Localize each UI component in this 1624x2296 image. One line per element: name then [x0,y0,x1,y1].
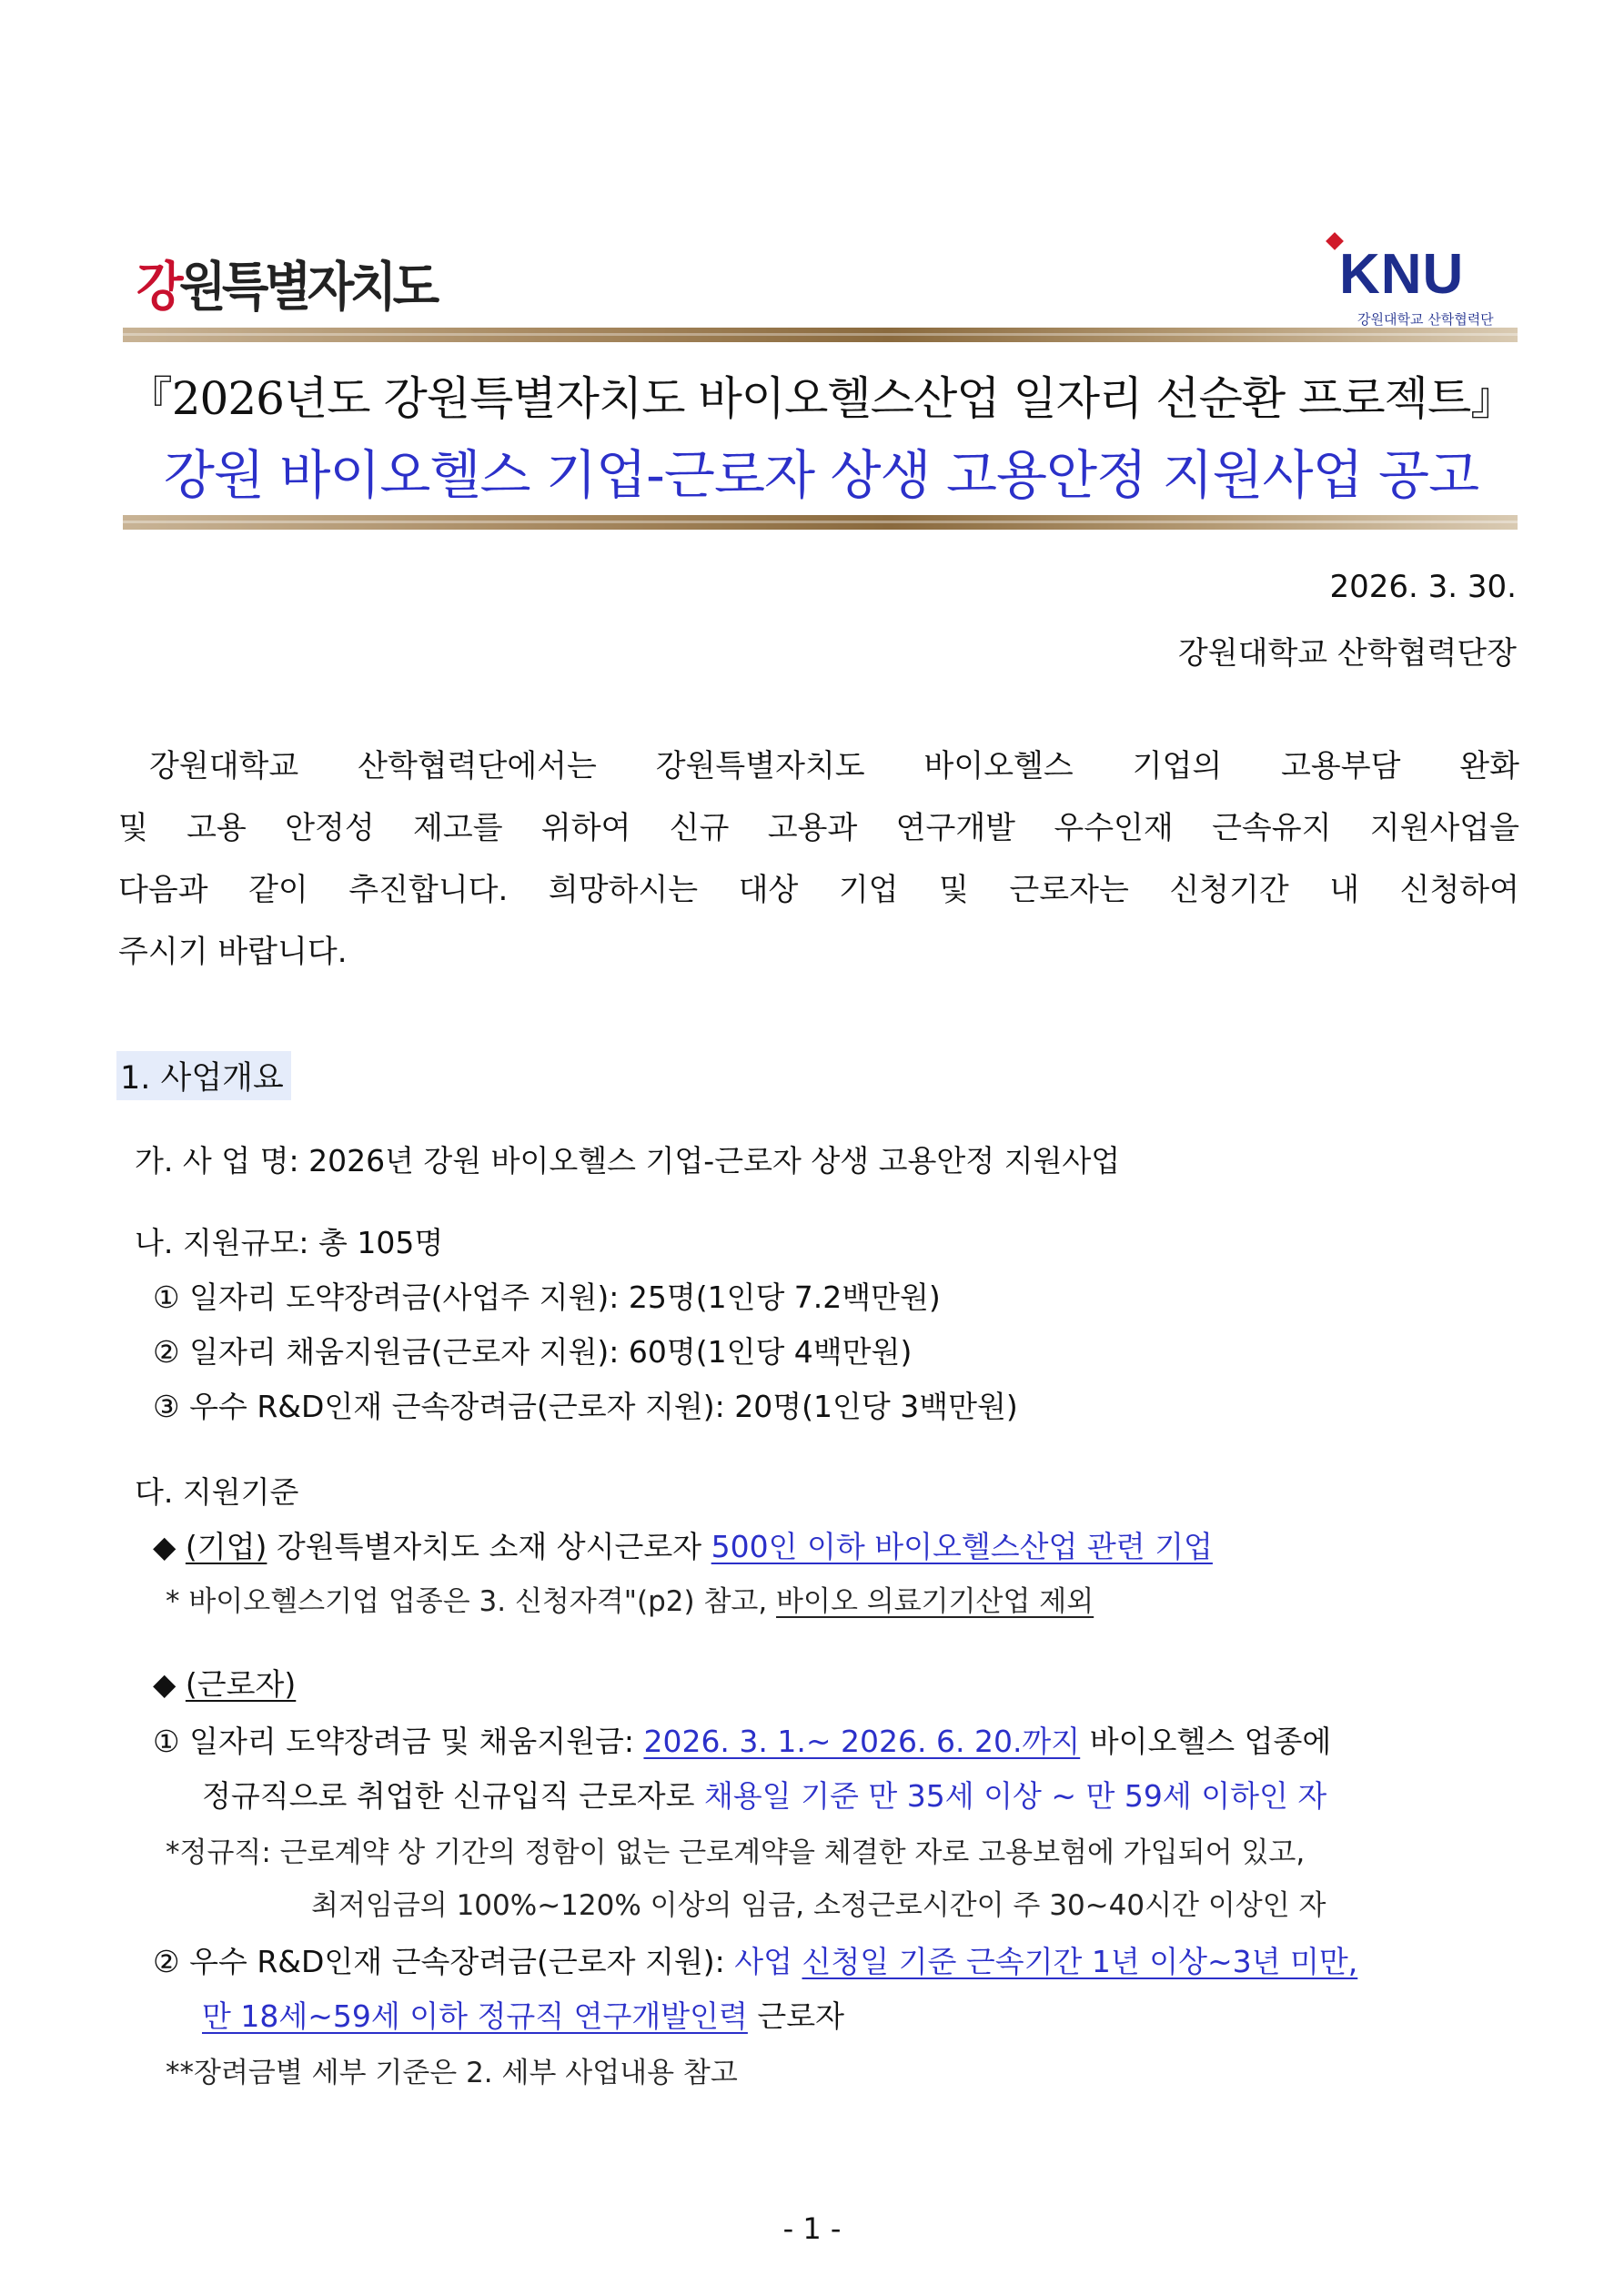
notice-issuer: 강원대학교 산학협력단장 [1177,635,1517,672]
company-note [166,1578,1094,1619]
bottom-divider-bar [123,515,1518,530]
intro-line: 강원대학교 산학협력단에서는 강원특별자치도 바이오헬스 기업의 고용부담 완화 [149,748,1519,784]
diamond-bullet-icon: ◆ [153,1529,177,1564]
knu-logo-subtitle: 강원대학교 산학협력단 [1357,311,1494,328]
company-note-text: * 바이오헬스기업 업종은 3. 신청자격"(p2) 참고, [166,1585,777,1618]
criteria-worker [153,1661,296,1704]
worker-2-age: 만 18세~59세 이하 정규직 연구개발인력 [202,1998,748,2034]
worker-1-period: 2026. 3. 1.~ 2026. 6. 20.까지 [643,1724,1081,1759]
scale-item-3: ③ 우수 R&D인재 근속장려금(근로자 지원): 20명(1인당 3백만원) [153,1389,1018,1424]
company-note-exclusion: 바이오 의료기기산업 제외 [776,1585,1094,1618]
worker-1-line2-text: 정규직으로 취업한 신규입직 근로자로 [202,1778,705,1814]
company-tag: (기업) [185,1529,267,1564]
section-heading: 1. 사업개요 [116,1051,291,1100]
title-line1: 『2026년도 강원특별자치도 바이오헬스산업 일자리 선순환 프로젝트』 [126,372,1516,425]
regular-worker-note-2: 최저임금의 100%~120% 이상의 임금, 소정근로시간이 주 30~40시간 이상인 자 [311,1889,1326,1922]
item-support-scale: 나. 지원규모: 총 105명 [135,1225,444,1260]
worker-1-text-post: 바이오헬스 업종에 [1080,1724,1332,1759]
gangwon-logo: 강원특별자치도 [136,256,436,318]
company-text: 강원특별자치도 소재 상시근로자 [267,1529,711,1564]
item-support-criteria: 다. 지원기준 [135,1474,299,1510]
scale-item-2: ② 일자리 채움지원금(근로자 지원): 60명(1인당 4백만원) [153,1334,913,1370]
title-line2: 강원 바이오헬스 기업-근로자 상생 고용안정 지원사업 공고 [163,444,1479,506]
page-number: - 1 - [782,2211,842,2246]
intro-paragraph [118,735,1519,983]
intro-line: 주시기 바랍니다. [118,934,348,970]
top-divider-bar [123,328,1518,342]
worker-2-text-post: 근로자 [747,1998,845,2034]
worker-criteria-2-line2 [202,1993,844,2036]
worker-1-text: ① 일자리 도약장려금 및 채움지원금: [153,1724,644,1759]
item-project-name: 가. 사 업 명: 2026년 강원 바이오헬스 기업-근로자 상생 고용안정 지원사업 [135,1143,1121,1178]
worker-1-age: 채용일 기준 만 35세 이상 ~ 만 59세 이하인 자 [704,1778,1327,1814]
knu-logo: KNU [1339,243,1465,306]
worker-criteria-1 [153,1718,1518,1761]
intro-line: 및 고용 안정성 제고를 위하여 신규 고용과 연구개발 우수인재 근속유지 지원사업을 [118,810,1519,846]
worker-2-tenure: 신청일 기준 근속기간 1년 이상~3년 미만, [802,1944,1358,1979]
company-criteria-highlight: 500인 이하 바이오헬스산업 관련 기업 [711,1529,1213,1564]
worker-criteria-1-line2 [202,1773,1326,1816]
worker-2-blue: 사업 [734,1944,802,1979]
diamond-bullet-icon: ◆ [153,1666,177,1702]
scale-item-1: ① 일자리 도약장려금(사업주 지원): 25명(1인당 7.2백만원) [153,1279,941,1315]
worker-criteria-2 [153,1938,1357,1981]
worker-2-text: ② 우수 R&D인재 근속장려금(근로자 지원): [153,1944,735,1979]
regular-worker-note-1: *정규직: 근로계약 상 기간의 정함이 없는 근로계약을 체결한 자로 고용보험에 가입되어 있고, [166,1836,1306,1869]
intro-line: 다음과 같이 추진합니다. 희망하시는 대상 기업 및 근로자는 신청기간 내 신청하여 [118,872,1519,908]
notice-date: 2026. 3. 30. [1329,569,1517,605]
worker-tag: (근로자) [185,1666,297,1702]
criteria-company [153,1523,1213,1566]
incentive-detail-note: **장려금별 세부 기준은 2. 세부 사업내용 참고 [166,2057,738,2089]
